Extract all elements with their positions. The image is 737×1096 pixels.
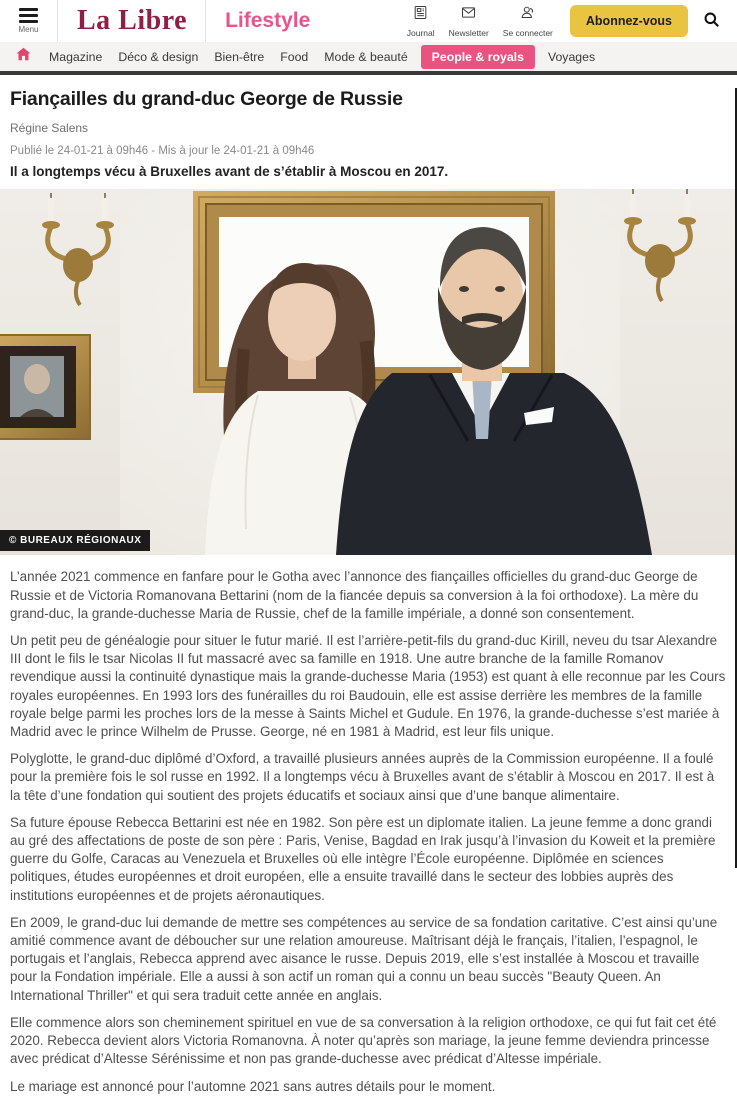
paragraph-4: Sa future épouse Rebecca Bettarini est née en 1982. Son père est un diplomate italien. La jeune femme a donc grandi au gré des affectations de poste de son père : Paris, Venise, Bagdad en Irak jusqu’à l’invasion du Koweit et la première guerre du Golfe, Caracas au Venezuela et Bruxelles où elle intègre l’École européenne. Diplômée en sciences politiques, études européennes et droit européen, elle a ensuite travaillé dans le secteur des lobbies auprès des institutions européennes et de projets aéronautiques. xyxy=(10,814,716,903)
menu-label: Menu xyxy=(18,25,39,34)
newsletter-label: Newsletter xyxy=(448,28,489,38)
login-button[interactable] xyxy=(503,4,553,38)
search-icon xyxy=(702,10,721,32)
journal-label: Journal xyxy=(406,28,435,38)
newsletter-button[interactable] xyxy=(449,4,489,38)
paragraph-3: Polyglotte, le grand-duc diplômé d’Oxford, a travaillé plusieurs années auprès de la Commission européenne. Il a foulé pour la première fois le sol russe en 1992. Il a longtemps vécu à Bruxelles avant de s’établir à Moscou en 2017. Il est à la tête d’une fondation qui soutient des projets éducatifs et sociaux ainsi que d’une banque alimentaire. xyxy=(10,751,715,803)
login-label: Se connecter xyxy=(502,28,553,38)
nav-item-mode-beaute[interactable]: Mode & beauté xyxy=(324,49,408,64)
dateline: Publié le 24-01-21 à 09h46 - Mis à jour le 24-01-21 à 09h46 xyxy=(10,145,315,158)
paragraph-6: Elle commence alors son cheminement spirituel en vue de sa conversation à la religion orthodoxe, ce qui fut fait cet été 2020. Rebecca devient alors Victoria Romanovna. À noter qu’après son mariage, la jeune femme deviendra princesse avec prédicat d’Altesse Sérénissime et non pas grande-duchesse avec prédicat d’Altesse impériale. xyxy=(10,1014,717,1067)
newsletter-icon xyxy=(460,4,477,26)
journal-icon xyxy=(412,4,429,26)
article-lead: Il a longtemps vécu à Bruxelles avant de s’établir à Moscou en 2017. xyxy=(10,164,449,180)
subscribe-button[interactable]: Abonnez-vous xyxy=(570,5,688,37)
author-byline: Régine Salens xyxy=(10,121,89,136)
nav-item-deco-design[interactable]: Déco & design xyxy=(118,49,199,64)
menu-icon xyxy=(19,8,38,23)
article-photo xyxy=(0,189,737,555)
nav-item-bien-etre[interactable]: Bien-être xyxy=(214,49,265,64)
site-header xyxy=(0,0,737,42)
nav-item-food[interactable]: Food xyxy=(280,49,309,64)
article-body xyxy=(0,568,737,1095)
nav-item-people-royals[interactable]: People & royals xyxy=(421,45,535,69)
page-title: Fiançailles du grand-duc George de Russie xyxy=(10,88,403,110)
paragraph-2: Un petit peu de généalogie pour situer le futur marié. Il est l’arrière-petit-fils du grand-duc Kirill, neveu du tsar Alexandre III dont le fils le tsar Nicolas II fut massacré avec sa famille en 1918. Une autre branche de la famille Romanov revendique aussi la continuité dynastique mais la grande-duchesse Maria (1953) est quant à elle reconnue par les Cours royales européennes. En 1993 lors des funérailles du roi Baudouin, elle est assise derrière les membres de la famille royale belge parmi les proches lors de la messe à Saints Michel et Gudule. En 1976, la grande-duchesse s’est mariée à Madrid avec le prince Wilhelm de Prusse. George, né en 1981 à Madrid, est leur fils unique. xyxy=(10,633,726,740)
account-icon xyxy=(519,4,536,26)
search-button[interactable] xyxy=(700,8,723,34)
paragraph-1: L’année 2021 commence en fanfare pour le Gotha avec l’annonce des fiançailles officielles du grand-duc George de Russie et de Victoria Romanovana Bettarini (nom de la fiancée depuis sa conversion à la foi orthodoxe). La mère du grand-duc, la grande-duchesse Maria de Russie, chef de la famille impériale, a donné son consentement. xyxy=(10,569,699,621)
article-head xyxy=(0,88,737,179)
menu-button[interactable] xyxy=(0,0,58,42)
photo-credit: © BUREAUX RÉGIONAUX xyxy=(0,530,150,551)
home-icon xyxy=(16,47,31,66)
small-portrait-frame xyxy=(0,335,90,439)
paragraph-7: Le mariage est annoncé pour l’automne 2021 sans autres détails pour le moment. xyxy=(10,1078,496,1094)
nav-item-magazine[interactable]: Magazine xyxy=(49,49,103,64)
article xyxy=(0,88,737,1096)
section-nav xyxy=(0,42,737,71)
section-title-link[interactable]: Lifestyle xyxy=(225,9,311,32)
header-actions xyxy=(400,0,737,42)
home-button[interactable] xyxy=(16,47,31,66)
paragraph-5: En 2009, le grand-duc lui demande de mettre ses compétences au service de sa fondation caritative. C’est ainsi qu’une amitié commence avant de déboucher sur une relation amoureuse. Maîtrisant déjà le français, l’italien, l’espagnol, le portugais et l’anglais, Rebecca apprend avec aisance le russe. Depuis 2019, elle s’est installée à Moscou et travaille pour la Fondation impériale. Elle a aussi à son actif un roman qui a connu un beau succès "Beauty Queen. An International Thriller" et qui sera traduit cette année en anglais. xyxy=(10,914,718,1003)
brand-logo[interactable]: La Libre xyxy=(77,5,188,36)
couple-portrait-illustration xyxy=(0,189,737,555)
nav-item-voyages[interactable]: Voyages xyxy=(547,49,596,64)
nav-underline-bar xyxy=(0,71,737,75)
journal-button[interactable] xyxy=(407,4,435,38)
